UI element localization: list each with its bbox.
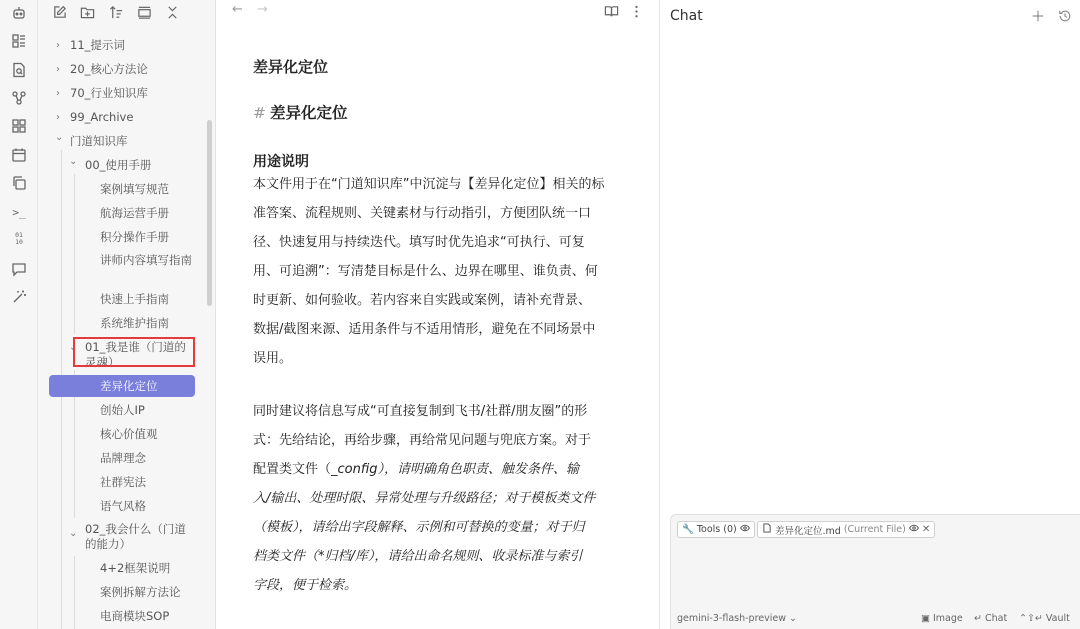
file-label: 社群宪法 <box>100 475 146 489</box>
folder-label: 00_使用手册 <box>85 158 152 172</box>
file-label: 航海运营手册 <box>100 206 169 220</box>
folder-label: 02_我会什么（门道的能力） <box>85 522 186 551</box>
chevron-down-icon: ⌄ <box>55 132 64 143</box>
layout-icon[interactable] <box>10 32 28 50</box>
paragraph-line: 字段，便于检索。 <box>253 578 358 593</box>
chevron-right-icon: › <box>56 88 60 99</box>
paragraph-line: 本文件用于在“门道知识库”中沉淀与【差异化定位】相关的标 <box>253 177 605 192</box>
folder-label: 70_行业知识库 <box>70 86 148 100</box>
folder-label: 99_Archive <box>70 110 134 124</box>
chat-input-box[interactable] <box>670 514 1080 629</box>
file-label: 系统维护指南 <box>100 316 169 330</box>
sort-icon[interactable] <box>108 4 124 20</box>
context-file-chip[interactable] <box>757 521 935 538</box>
folder-label: 11_提示词 <box>70 38 125 52</box>
book-icon[interactable] <box>603 3 619 19</box>
new-note-icon[interactable] <box>51 4 67 20</box>
enter-icon: ↵ <box>974 613 985 624</box>
folder-label: 门道知识库 <box>70 134 128 148</box>
image-button[interactable] <box>921 613 963 624</box>
back-arrow-icon[interactable]: ← <box>232 2 243 17</box>
file-label: 创始人IP <box>100 403 145 417</box>
chevron-down-icon: ⌄ <box>69 156 78 167</box>
heading-hash: # <box>253 104 266 122</box>
eye-icon[interactable] <box>740 523 750 536</box>
tools-label: Tools (0) <box>696 524 737 535</box>
file-label: 语气风格 <box>100 499 146 513</box>
message-icon[interactable] <box>10 260 28 278</box>
image-label: Image <box>933 613 963 624</box>
file-label: 4+2框架说明 <box>100 561 171 575</box>
history-icon[interactable] <box>1057 8 1073 24</box>
chevron-down-icon: ⌄ <box>69 342 78 353</box>
paragraph-line: 径、快速复用与持续迭代。填写时优先追求“可执行、可复 <box>253 235 585 250</box>
grid-icon[interactable] <box>10 117 28 135</box>
binary-icon[interactable]: 01 10 <box>15 231 23 246</box>
close-icon[interactable]: ✕ <box>921 524 931 535</box>
file-label: 案例填写规范 <box>100 182 169 196</box>
folder-label: 01_我是谁（门道的灵魂） <box>85 340 186 369</box>
bot-icon[interactable] <box>10 4 28 22</box>
paragraph-line: 数据/截图来源、适用条件与不适用情形，避免在不同场景中 <box>253 322 596 337</box>
vault-label: Vault <box>1045 613 1070 624</box>
chevron-down-icon: ⌄ <box>785 613 797 624</box>
file-chip-note: (Current File) <box>843 524 906 535</box>
chat-button-label: Chat <box>984 613 1008 624</box>
italic-text: _config），请明确角色职责、触发条件、输 <box>331 462 580 477</box>
file-label: 品牌理念 <box>100 451 146 465</box>
copy-icon[interactable] <box>10 174 28 192</box>
paragraph-line: 误用。 <box>253 351 293 366</box>
tools-chip[interactable] <box>677 521 755 538</box>
collapse-all-icon[interactable] <box>164 4 180 20</box>
chat-title: Chat <box>670 8 703 24</box>
heading-1-text: 差异化定位 <box>270 104 348 122</box>
paragraph-line: 准答案、流程规则、关键素材与行动指引，方便团队统一口 <box>253 206 592 221</box>
file-label: 案例拆解方法论 <box>100 585 181 599</box>
paragraph-line: 式：先给结论，再给步骤，再给常见问题与兜底方案。对于 <box>253 433 592 448</box>
graph-icon[interactable] <box>10 89 28 107</box>
paragraph-text: 配置类文件（ <box>253 462 332 477</box>
eye-icon[interactable] <box>909 523 919 536</box>
paragraph-line: （模板），请给出字段解释、示例和可替换的变量；对于归 <box>253 520 585 535</box>
paragraph-2 <box>253 397 638 600</box>
chevron-right-icon: › <box>56 112 60 123</box>
indent-guide <box>74 556 75 629</box>
terminal-icon[interactable]: >_ <box>12 205 26 219</box>
heading-2: 用途说明 <box>253 154 309 170</box>
file-label: 快速上手指南 <box>100 292 169 306</box>
left-ribbon <box>0 0 38 629</box>
collapse-panel-icon[interactable] <box>136 4 152 20</box>
file-label: 讲师内容填写指南 <box>100 253 192 267</box>
paragraph-line: 用、可追溯”：写清楚目标是什么、边界在哪里、谁负责、何 <box>253 264 598 279</box>
document-title: 差异化定位 <box>253 58 329 76</box>
chevron-right-icon: › <box>56 40 60 51</box>
heading-1 <box>253 101 348 123</box>
file-chip-label: 差异化定位.md <box>775 525 841 537</box>
explorer-scrollbar[interactable] <box>207 120 212 306</box>
indent-guide <box>74 174 75 334</box>
paragraph-line: 入/输出、处理时限、异常处理与升级路径；对于模板类文件 <box>253 491 596 506</box>
shortcut-icon: ⌃⇧↵ <box>1019 613 1046 624</box>
paragraph-line <box>253 455 638 484</box>
file-icon <box>762 523 772 536</box>
folder-label: 20_核心方法论 <box>70 62 148 76</box>
chevron-right-icon: › <box>56 64 60 75</box>
file-explorer <box>38 0 216 629</box>
editor-pane <box>216 0 660 629</box>
new-folder-icon[interactable] <box>79 4 95 20</box>
file-search-icon[interactable] <box>10 61 28 79</box>
file-label: 差异化定位 <box>100 379 158 393</box>
chat-panel <box>660 0 1080 629</box>
paragraph-line: 同时建议将信息写成“可直接复制到飞书/社群/朋友圈”的形 <box>253 404 588 419</box>
explorer-toolbar <box>38 0 215 26</box>
chat-send-button[interactable] <box>974 613 1007 624</box>
active-file-item[interactable] <box>49 375 195 397</box>
magic-wand-icon[interactable] <box>10 288 28 306</box>
highlight-box <box>73 337 195 367</box>
paragraph-line: 时更新、如何验收。若内容来自实践或案例，请补充背景、 <box>253 293 592 308</box>
more-vertical-icon[interactable] <box>628 3 644 19</box>
image-icon: ▣ <box>921 613 933 624</box>
plus-icon[interactable] <box>1030 8 1046 24</box>
file-label: 积分操作手册 <box>100 230 169 244</box>
wrench-icon: 🔧 <box>682 524 694 535</box>
model-selector[interactable] <box>677 613 797 624</box>
calendar-icon[interactable] <box>10 146 28 164</box>
paragraph-line: 档类文件（*归档/库），请给出命名规则、收录标准与索引 <box>253 549 583 564</box>
chevron-down-icon: ⌄ <box>69 528 78 539</box>
file-label: 电商模块SOP <box>100 609 170 623</box>
file-label: 核心价值观 <box>100 427 158 441</box>
forward-arrow-icon[interactable]: → <box>257 2 268 17</box>
vault-button[interactable] <box>1019 613 1070 624</box>
paragraph-1 <box>253 170 638 373</box>
model-label: gemini-3-flash-preview <box>677 613 786 624</box>
